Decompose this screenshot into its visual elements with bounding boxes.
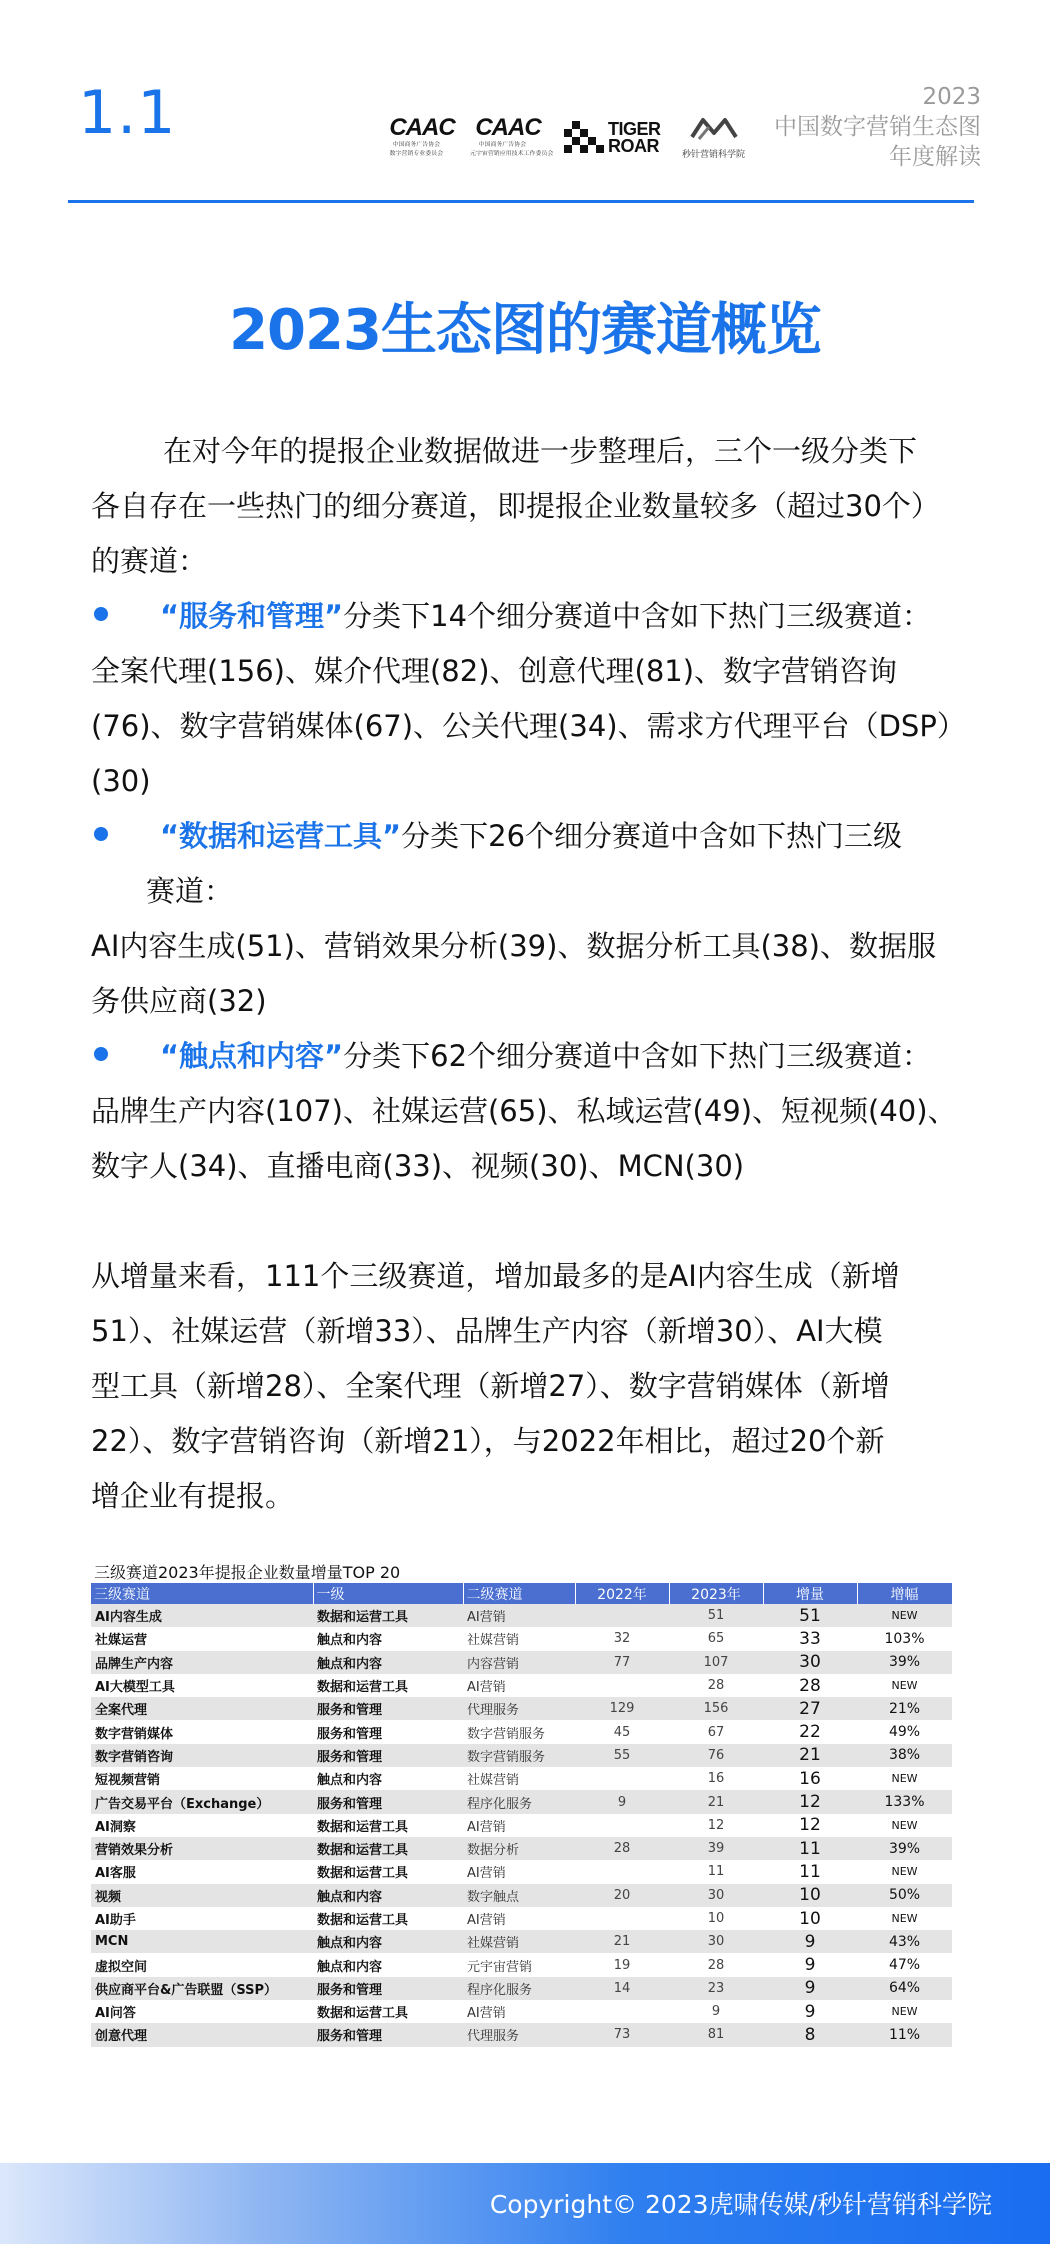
table-row [91,1720,952,1743]
col-header: 增幅 [857,1583,952,1604]
bullet-service-management [91,589,971,644]
cell-track: 全案代理 [91,1697,313,1720]
cell-2022 [575,1860,669,1883]
cell-increase: 11 [763,1860,857,1883]
cell-increase: 9 [763,2000,857,2023]
cell-2023: 51 [669,1604,763,1627]
cell-2023: 65 [669,1627,763,1650]
cell-growth: 49% [857,1720,952,1743]
cell-2023: 28 [669,1953,763,1976]
cell-2022: 73 [575,2023,669,2046]
cell-growth: NEW [857,1907,952,1930]
cell-track: AI内容生成 [91,1604,313,1627]
summary-line: 型工具（新增28）、全案代理（新增27）、数字营销媒体（新增 [91,1369,890,1403]
summary-line: 增企业有提报。 [91,1479,295,1513]
cell-increase: 30 [763,1651,857,1674]
bullet-line: 数字人(34)、直播电商(33)、视频(30)、MCN(30) [91,1149,745,1183]
table-row [91,1604,952,1627]
cell-growth: 39% [857,1837,952,1860]
cell-level1: 服务和管理 [313,1744,463,1767]
table-row [91,1837,952,1860]
cell-level1: 触点和内容 [313,1930,463,1953]
cell-level2: 数据分析 [463,1837,575,1860]
cell-increase: 12 [763,1790,857,1813]
cell-level1: 触点和内容 [313,1884,463,1907]
category-data-tools: “数据和运营工具” [160,819,402,853]
cell-increase: 16 [763,1767,857,1790]
cell-level2: 社媒营销 [463,1627,575,1650]
cell-track: MCN [91,1930,313,1953]
cell-level1: 数据和运营工具 [313,1604,463,1627]
cell-2022 [575,1604,669,1627]
cell-track: 数字营销咨询 [91,1744,313,1767]
caac-metaverse-logo [470,114,554,159]
caac-metaverse-sub2: 元宇宙营销应用技术工作委员会 [470,150,554,157]
cell-increase: 9 [763,1930,857,1953]
cell-2022 [575,1674,669,1697]
table-row [91,1627,952,1650]
cell-level2: AI营销 [463,1860,575,1883]
cell-growth: 38% [857,1744,952,1767]
caac-digital-mark: CAAC [389,114,455,141]
miaozhen-logo [681,115,747,160]
table-row [91,1697,952,1720]
cell-increase: 33 [763,1627,857,1650]
copyright: Copyright© 2023虎啸传媒/秒针营销科学院 [489,2190,992,2219]
cell-growth: 39% [857,1651,952,1674]
cell-level1: 触点和内容 [313,1953,463,1976]
table-row [91,1953,952,1976]
cell-level2: 数字触点 [463,1884,575,1907]
bullet-line: AI内容生成(51)、营销效果分析(39)、数据分析工具(38)、数据服 [91,929,936,963]
cell-level2: 数字营销服务 [463,1720,575,1743]
tiger-word: TIGER [608,119,661,139]
cell-level1: 数据和运营工具 [313,1907,463,1930]
cell-track: AI问答 [91,2000,313,2023]
cell-2022 [575,1907,669,1930]
cell-2023: 107 [669,1651,763,1674]
cell-2023: 28 [669,1674,763,1697]
cell-2023: 30 [669,1884,763,1907]
cell-level1: 服务和管理 [313,1790,463,1813]
cell-growth: NEW [857,1814,952,1837]
bullet-touchpoint-content [91,1029,971,1084]
section-number: 1.1 [78,78,177,148]
bullet-line: (76)、数字营销媒体(67)、公关代理(34)、需求方代理平台（DSP） [91,709,966,743]
table-row [91,1860,952,1883]
bullet-line: 务供应商(32) [91,984,267,1018]
cell-increase: 10 [763,1907,857,1930]
table-row [91,1907,952,1930]
cell-growth: 47% [857,1953,952,1976]
cell-level1: 触点和内容 [313,1627,463,1650]
bullet-line: (30) [91,764,151,798]
cell-level1: 数据和运营工具 [313,2000,463,2023]
cell-level2: AI营销 [463,1674,575,1697]
tiger-roar-logo [560,115,661,161]
cell-increase: 9 [763,1977,857,2000]
bullet-dot-icon [94,607,108,621]
cell-2023: 30 [669,1930,763,1953]
intro-line-3: 的赛道： [91,544,208,578]
cell-2022 [575,1814,669,1837]
cell-level2: AI营销 [463,1604,575,1627]
cell-2022: 20 [575,1884,669,1907]
cell-2023: 39 [669,1837,763,1860]
cell-increase: 8 [763,2023,857,2046]
cell-growth: 103% [857,1627,952,1650]
cell-level2: 代理服务 [463,1697,575,1720]
cell-level2: 程序化服务 [463,1790,575,1813]
cell-2023: 156 [669,1697,763,1720]
cell-increase: 9 [763,1953,857,1976]
header-divider [68,200,974,203]
report-subtitle: 年度解读 [889,144,981,170]
table-row [91,2000,952,2023]
cell-level1: 数据和运营工具 [313,1814,463,1837]
cell-track: 社媒运营 [91,1627,313,1650]
col-header: 一级 [313,1583,463,1604]
cell-track: 品牌生产内容 [91,1651,313,1674]
caac-metaverse-sub1: 中国商务广告协会 [478,141,527,148]
partner-logos [384,115,747,165]
cell-2022 [575,1767,669,1790]
cell-2022: 19 [575,1953,669,1976]
cell-growth: 11% [857,2023,952,2046]
cell-level2: 社媒营销 [463,1930,575,1953]
cell-2022: 28 [575,1837,669,1860]
cell-2022: 45 [575,1720,669,1743]
miaozhen-icon [689,115,739,141]
bullet-dot-icon [94,827,108,841]
cell-2022: 32 [575,1627,669,1650]
cell-growth: NEW [857,1604,952,1627]
cell-level2: AI营销 [463,1814,575,1837]
bullet-dot-icon [94,1047,108,1061]
cell-2023: 11 [669,1860,763,1883]
report-name: 中国数字营销生态图 [774,114,981,140]
cell-2023: 67 [669,1720,763,1743]
cell-level1: 数据和运营工具 [313,1674,463,1697]
caac-digital-sub1: 中国商务广告协会 [392,141,441,148]
col-header: 二级赛道 [463,1583,575,1604]
cell-track: 短视频营销 [91,1767,313,1790]
table-row [91,1744,952,1767]
table-header-row [91,1583,952,1604]
report-label [774,82,981,172]
cell-2023: 21 [669,1790,763,1813]
cell-level1: 服务和管理 [313,1697,463,1720]
table-row [91,1884,952,1907]
caac-metaverse-mark: CAAC [475,114,541,141]
bullet-line: 品牌生产内容(107)、社媒运营(65)、私域运营(49)、短视频(40)、 [91,1094,957,1128]
cell-2023: 16 [669,1767,763,1790]
cell-2022: 21 [575,1930,669,1953]
cell-level2: AI营销 [463,2000,575,2023]
table-row [91,2023,952,2046]
bullet-tail: 分类下26个细分赛道中含如下热门三级 [401,819,903,853]
summary-line: 从增量来看，111个三级赛道，增加最多的是AI内容生成（新增 [91,1259,900,1293]
body-text [91,424,971,1524]
cell-track: AI大模型工具 [91,1674,313,1697]
intro-line-2: 各自存在一些热门的细分赛道，即提报企业数量较多（超过30个） [91,489,940,523]
bullet-data-tools [91,809,971,864]
cell-level2: 程序化服务 [463,1977,575,2000]
cell-growth: 64% [857,1977,952,2000]
cell-2022 [575,2000,669,2023]
cell-track: 视频 [91,1884,313,1907]
cell-level1: 触点和内容 [313,1651,463,1674]
cell-growth: NEW [857,2000,952,2023]
cell-2023: 9 [669,2000,763,2023]
cell-2023: 10 [669,1907,763,1930]
col-header: 2022年 [575,1583,669,1604]
bullet-tail: 分类下62个细分赛道中含如下热门三级赛道： [343,1039,932,1073]
table-row [91,1767,952,1790]
cell-track: AI助手 [91,1907,313,1930]
category-service-management: “服务和管理” [160,599,344,633]
table-row [91,1814,952,1837]
cell-2023: 76 [669,1744,763,1767]
tiger-roar-wordmark [608,121,661,155]
cell-track: 供应商平台&广告联盟（SSP） [91,1977,313,2000]
caac-digital-sub2: 数字营销专业委员会 [389,150,444,157]
cell-growth: 133% [857,1790,952,1813]
cell-track: 创意代理 [91,2023,313,2046]
cell-level1: 数据和运营工具 [313,1837,463,1860]
cell-2022: 14 [575,1977,669,2000]
bullet-continuation: 赛道： [146,874,234,908]
table-row [91,1790,952,1813]
cell-track: AI客服 [91,1860,313,1883]
cell-track: 数字营销媒体 [91,1720,313,1743]
bullet-line: 全案代理(156)、媒介代理(82)、创意代理(81)、数字营销咨询 [91,654,898,688]
cell-level2: 数字营销服务 [463,1744,575,1767]
col-header: 增量 [763,1583,857,1604]
summary-line: 51）、社媒运营（新增33）、品牌生产内容（新增30）、AI大模 [91,1314,883,1348]
cell-track: 虚拟空间 [91,1953,313,1976]
table-row [91,1977,952,2000]
cell-increase: 28 [763,1674,857,1697]
bullet-tail: 分类下14个细分赛道中含如下热门三级赛道： [343,599,932,633]
cell-growth: NEW [857,1674,952,1697]
cell-level1: 触点和内容 [313,1767,463,1790]
col-header: 2023年 [669,1583,763,1604]
miaozhen-name: 秒针营销科学院 [682,150,746,160]
cell-increase: 12 [763,1814,857,1837]
caac-digital-logo [384,115,460,159]
col-header: 三级赛道 [91,1583,313,1604]
cell-increase: 11 [763,1837,857,1860]
top20-growth-table [91,1583,953,2047]
table-row [91,1930,952,1953]
cell-level2: 社媒营销 [463,1767,575,1790]
cell-track: 营销效果分析 [91,1837,313,1860]
cell-level1: 服务和管理 [313,1720,463,1743]
cell-track: AI洞察 [91,1814,313,1837]
intro-line-1: 在对今年的提报企业数据做进一步整理后，三个一级分类下 [163,434,918,468]
cell-2022: 55 [575,1744,669,1767]
cell-level2: 代理服务 [463,2023,575,2046]
cell-level2: 元宇宙营销 [463,1953,575,1976]
cell-2022: 9 [575,1790,669,1813]
roar-word: ROAR [608,136,659,156]
cell-growth: 43% [857,1930,952,1953]
cell-level1: 数据和运营工具 [313,1860,463,1883]
table-caption: 三级赛道2023年提报企业数量增量TOP 20 [94,1563,401,1582]
cell-growth: 21% [857,1697,952,1720]
table-row [91,1651,952,1674]
cell-growth: NEW [857,1860,952,1883]
paragraph-gap [91,1194,971,1249]
cell-2022: 77 [575,1651,669,1674]
cell-increase: 27 [763,1697,857,1720]
cell-growth: 50% [857,1884,952,1907]
cell-2023: 23 [669,1977,763,2000]
cell-level2: AI营销 [463,1907,575,1930]
page-title: 2023生态图的赛道概览 [229,298,821,363]
tiger-roar-icon [560,115,606,161]
cell-2022: 129 [575,1697,669,1720]
report-year: 2023 [922,84,981,110]
table-row [91,1674,952,1697]
cell-level1: 服务和管理 [313,1977,463,2000]
category-touchpoint-content: “触点和内容” [160,1039,344,1073]
cell-track: 广告交易平台（Exchange） [91,1790,313,1813]
cell-increase: 22 [763,1720,857,1743]
cell-level1: 服务和管理 [313,2023,463,2046]
cell-increase: 21 [763,1744,857,1767]
cell-2023: 81 [669,2023,763,2046]
cell-growth: NEW [857,1767,952,1790]
table-body [91,1604,952,2047]
cell-increase: 51 [763,1604,857,1627]
footer-band [0,2163,1050,2244]
cell-2023: 12 [669,1814,763,1837]
cell-increase: 10 [763,1884,857,1907]
summary-line: 22）、数字营销咨询（新增21），与2022年相比，超过20个新 [91,1424,885,1458]
cell-level2: 内容营销 [463,1651,575,1674]
